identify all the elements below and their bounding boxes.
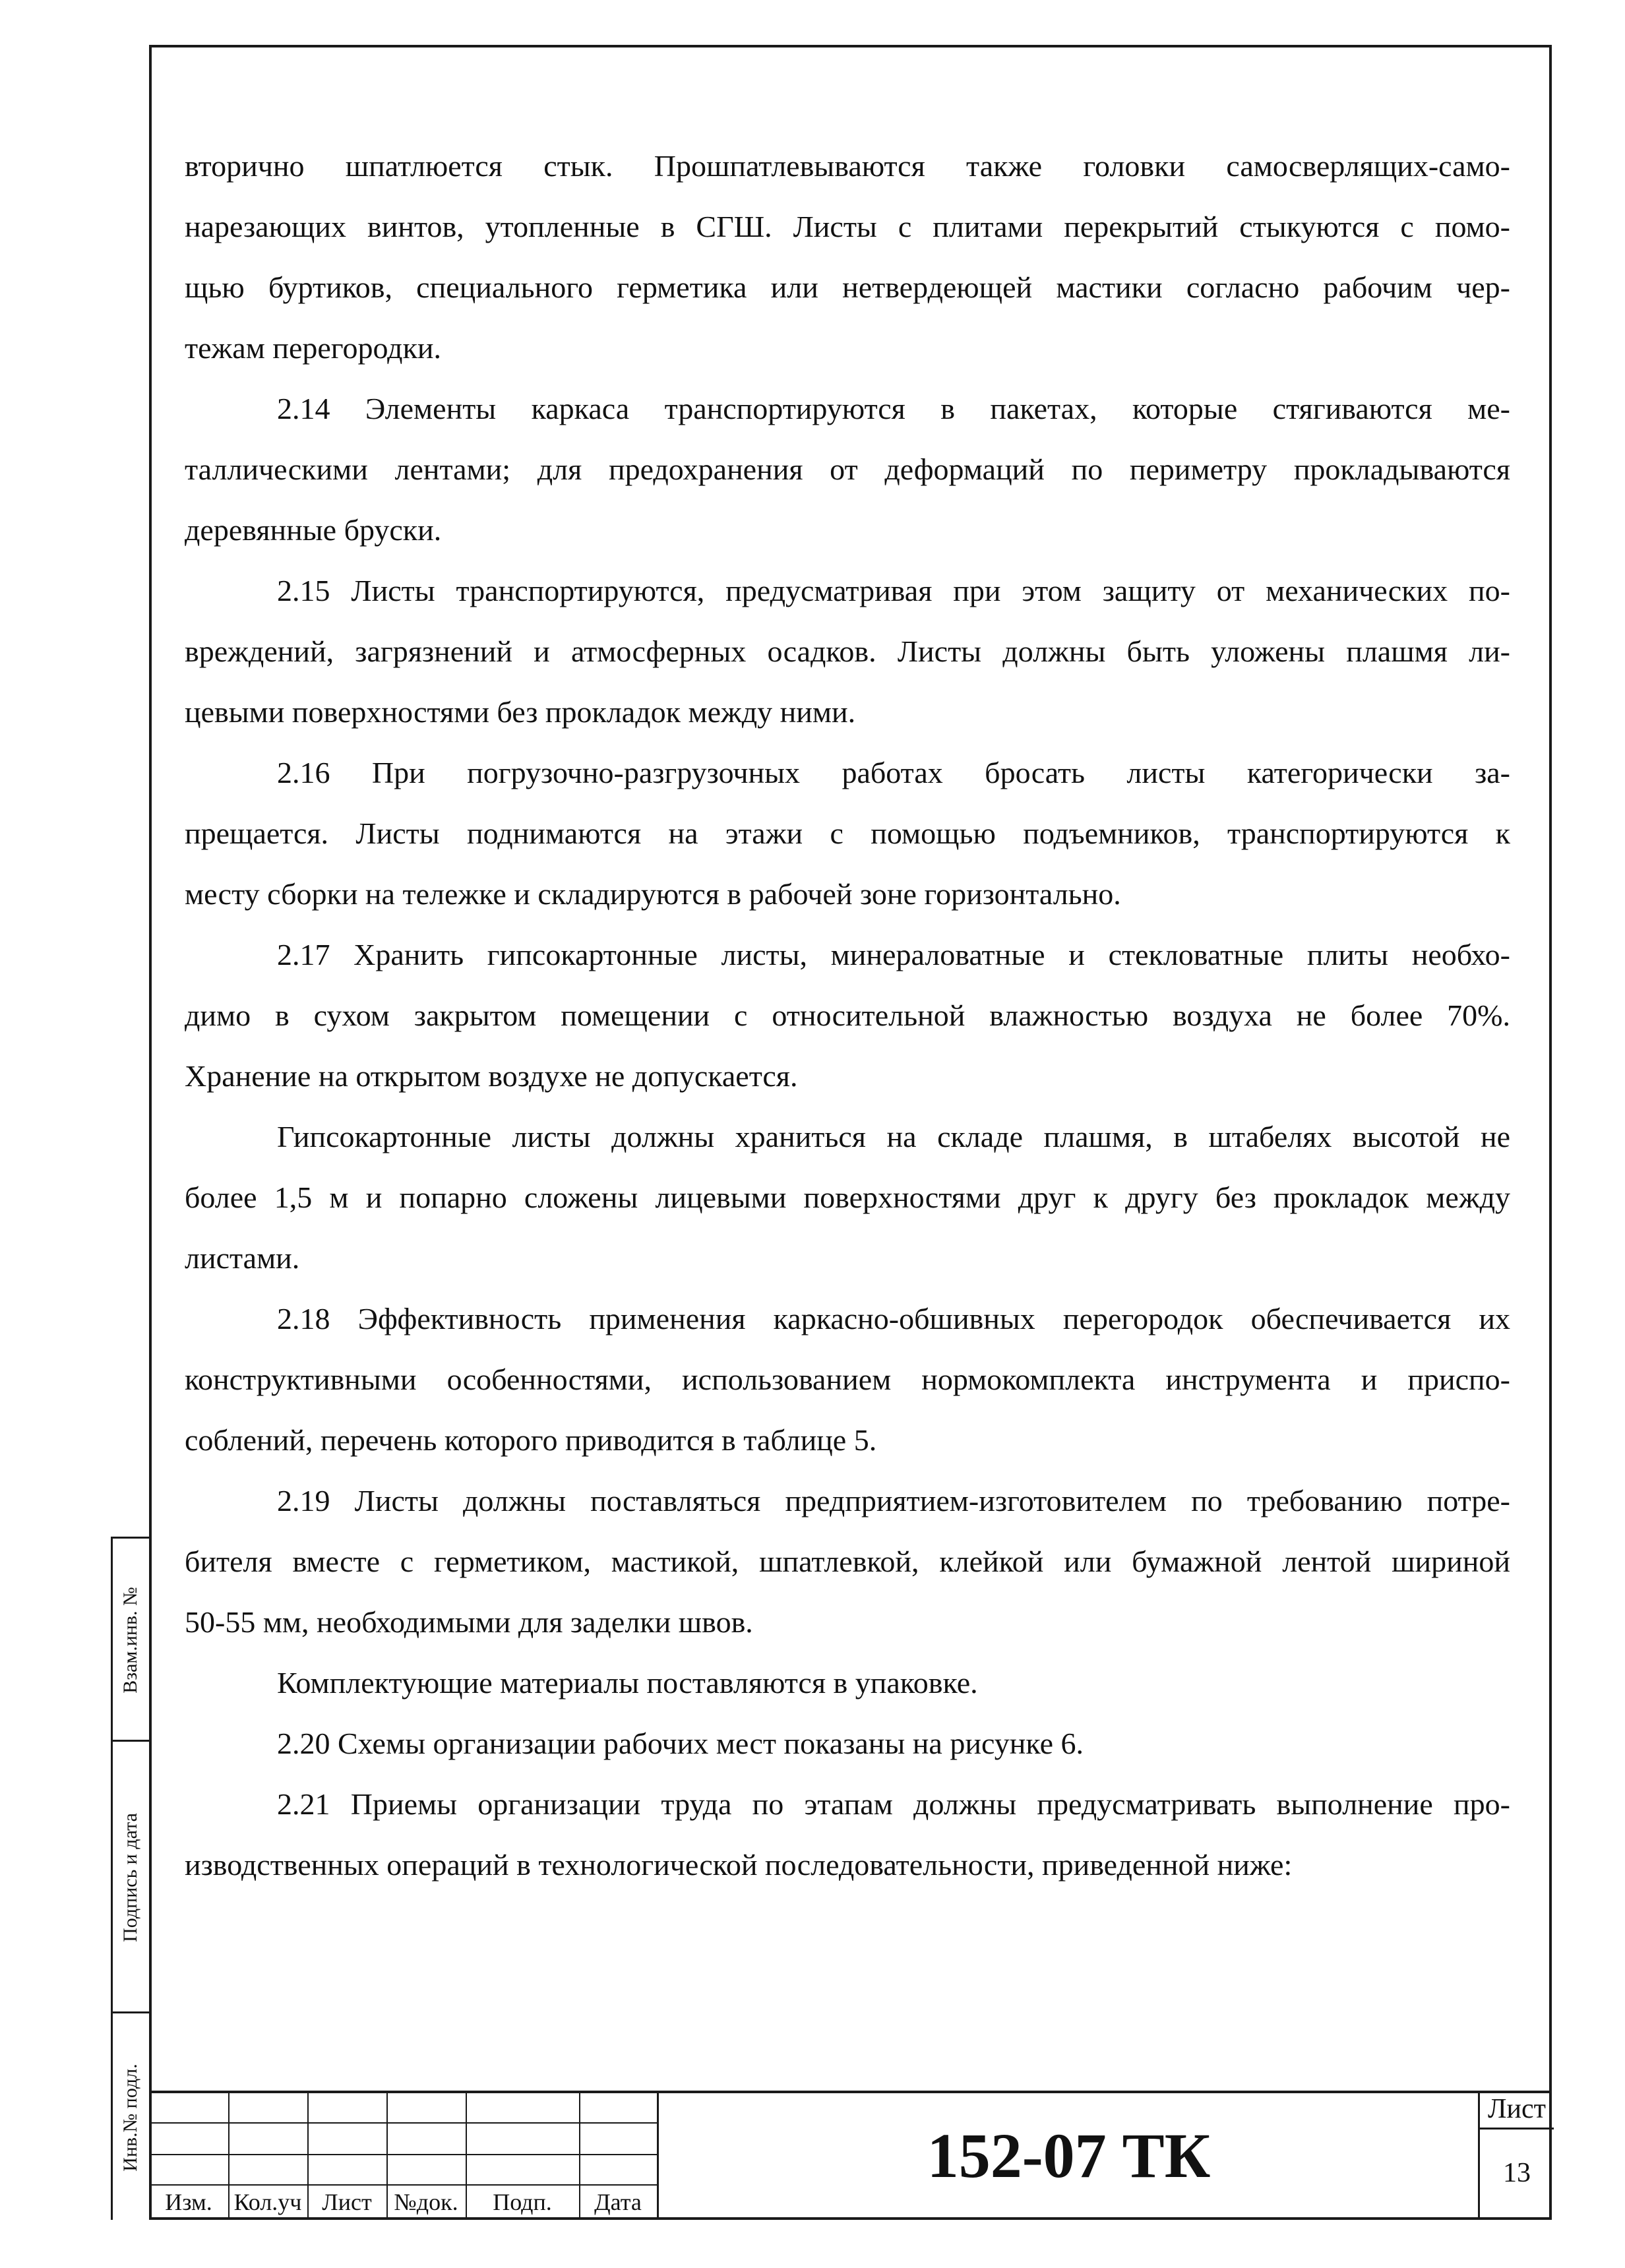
text-line: 2.21 Приемы организации труда по этапам должны предусматривать выполнение про- [277,1787,1510,1821]
margin-label-vzam: Взам.инв. № [119,1587,141,1694]
margin-label-podpis: Подпись и дата [119,1813,141,1942]
text-line: Гипсокартонные листы должны храниться на складе плашмя, в штабелях высотой не [277,1120,1510,1153]
text-line: более 1,5 м и попарно сложены лицевыми поверхностями друг к другу без прокладок между [185,1180,1510,1214]
grid-row-line [149,2154,657,2155]
sheet-number: 13 [1503,2158,1531,2188]
text-line: листами. [185,1241,300,1275]
col-label-izm: Изм. [165,2189,212,2215]
text-line: димо в сухом закрытом помещении с относительной влажностью воздуха не более 70%. [185,998,1510,1032]
text-line: бителя вместе с герметиком, мастикой, шпатлевкой, клейкой или бумажной лентой шириной [185,1545,1510,1578]
col-label-ndok: №док. [394,2189,458,2215]
text-line: конструктивными особенностями, использованием нормокомплекта инструмента и приспо- [185,1363,1510,1396]
margin-stamp [112,1537,149,2220]
text-line: изводственных операций в технологической последовательности, приведенной ниже: [185,1848,1293,1882]
body-text [185,136,1510,1895]
text-line: тежам перегородки. [185,331,442,365]
text-line: Хранение на открытом воздухе не допускается. [185,1059,798,1093]
col-label-list: Лист [322,2189,372,2215]
text-line: 2.17 Хранить гипсокартонные листы, минераловатные и стекловатные плиты необхо- [277,938,1510,971]
text-line: 2.20 Схемы организации рабочих мест показаны на рисунке 6. [277,1727,1084,1760]
document-code: 152-07 ТК [927,2120,1211,2191]
text-line: щью буртиков, специального герметика или нетвердеющей мастики согласно рабочим чер- [185,270,1510,304]
text-line: нарезающих винтов, утопленные в СГШ. Листы с плитами перекрытий стыкуются с помо- [185,210,1510,243]
text-line: вторично шпатлюется стык. Прошпатлевываются также головки самосверлящих-само- [185,149,1510,183]
text-line: 50-55 мм, необходимыми для заделки швов. [185,1605,753,1639]
text-line: вреждений, загрязнений и атмосферных осадков. Листы должны быть уложены плашмя ли- [185,634,1510,668]
margin-border [111,1537,113,2220]
text-line: 2.14 Элементы каркаса транспортируются в пакетах, которые стягиваются ме- [277,392,1510,425]
sheet-box [1478,2091,1554,2220]
text-line: 2.19 Листы должны поставляться предприятием-изготовителем по требованию потре- [277,1484,1510,1517]
revision-grid [149,2091,657,2220]
text-line: деревянные бруски. [185,513,442,547]
title-block [149,2091,1552,2220]
text-line: 2.18 Эффективность применения каркасно-обшивных перегородок обеспечивается их [277,1302,1510,1335]
text-line: Комплектующие материалы поставляются в упаковке. [277,1666,978,1700]
col-label-data: Дата [594,2189,642,2215]
col-label-podp: Подп. [493,2189,552,2215]
margin-cell-inv [112,2011,149,2222]
text-line: соблений, перечень которого приводится в таблице 5. [185,1423,877,1457]
text-line: цевыми поверхностями без прокладок между ними. [185,695,856,729]
margin-cell-vzam [112,1537,149,1742]
text-line: таллическими лентами; для предохранения от деформаций по периметру прокладываются [185,452,1510,486]
margin-cell-podpis [112,1740,149,2013]
text-line: 2.16 При погрузочно-разгрузочных работах бросать листы категорически за- [277,756,1510,789]
grid-col-line [657,2091,659,2220]
margin-label-inv: Инв.№ подл. [119,2064,141,2172]
sheet-label: Лист [1480,2091,1554,2130]
col-label-kolich: Кол.уч [233,2189,302,2215]
grid-row-line [149,2122,657,2124]
text-line: прещается. Листы поднимаются на этажи с помощью подъемников, транспортируются к [185,816,1510,850]
text-line: месту сборки на тележке и складируются в рабочей зоне горизонтально. [185,877,1121,911]
text-line: 2.15 Листы транспортируются, предусматривая при этом защиту от механических по- [277,574,1510,607]
